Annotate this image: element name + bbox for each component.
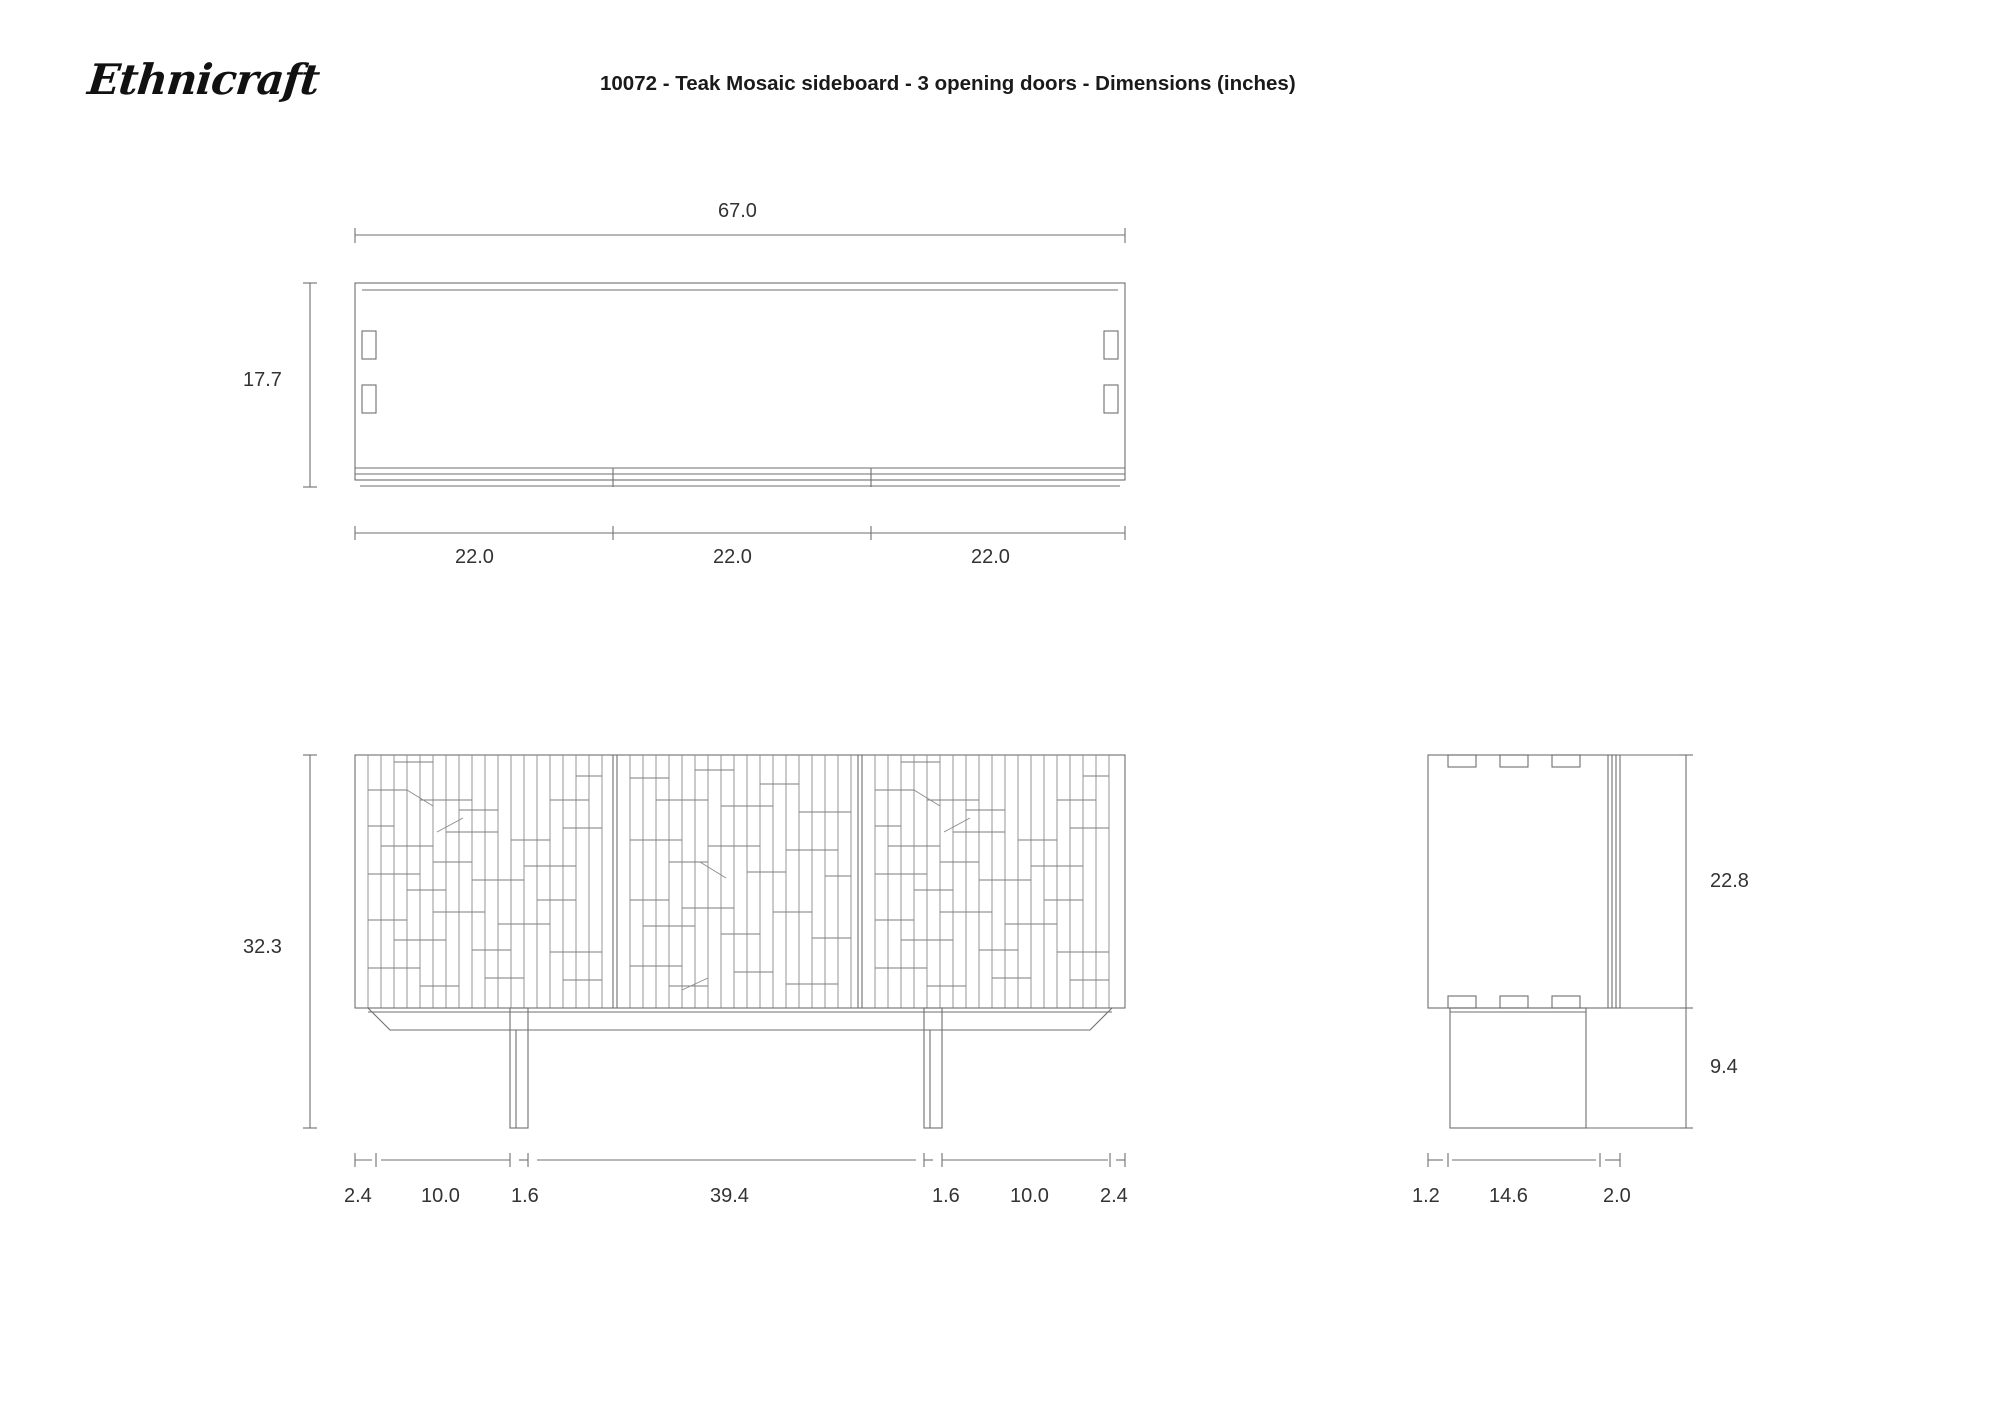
front-dim-3: 1.6	[511, 1185, 539, 1207]
top-view-group	[303, 228, 1125, 540]
front-dim-5: 1.6	[932, 1185, 960, 1207]
top-view-door2-label: 22.0	[713, 546, 752, 568]
side-dim-2: 14.6	[1489, 1185, 1528, 1207]
front-view-group	[303, 755, 1125, 1167]
front-dim-6: 10.0	[1010, 1185, 1049, 1207]
front-dim-4: 39.4	[710, 1185, 749, 1207]
side-dim-3: 2.0	[1603, 1185, 1631, 1207]
side-view-leg-height-label: 9.4	[1710, 1056, 1738, 1078]
side-view-group	[1428, 755, 1693, 1167]
front-dim-2: 10.0	[421, 1185, 460, 1207]
side-view-body-height-label: 22.8	[1710, 870, 1749, 892]
top-view-depth-label: 17.7	[243, 369, 282, 391]
top-view-door3-label: 22.0	[971, 546, 1010, 568]
front-dim-7: 2.4	[1100, 1185, 1128, 1207]
brand-logo: Ethnicraft	[85, 55, 322, 104]
top-view-door1-label: 22.0	[455, 546, 494, 568]
side-dim-1: 1.2	[1412, 1185, 1440, 1207]
front-dim-1: 2.4	[344, 1185, 372, 1207]
page-title: 10072 - Teak Mosaic sideboard - 3 opening doors - Dimensions (inches)	[600, 72, 1296, 95]
front-view-height-label: 32.3	[243, 936, 282, 958]
top-view-width-label: 67.0	[718, 200, 757, 222]
